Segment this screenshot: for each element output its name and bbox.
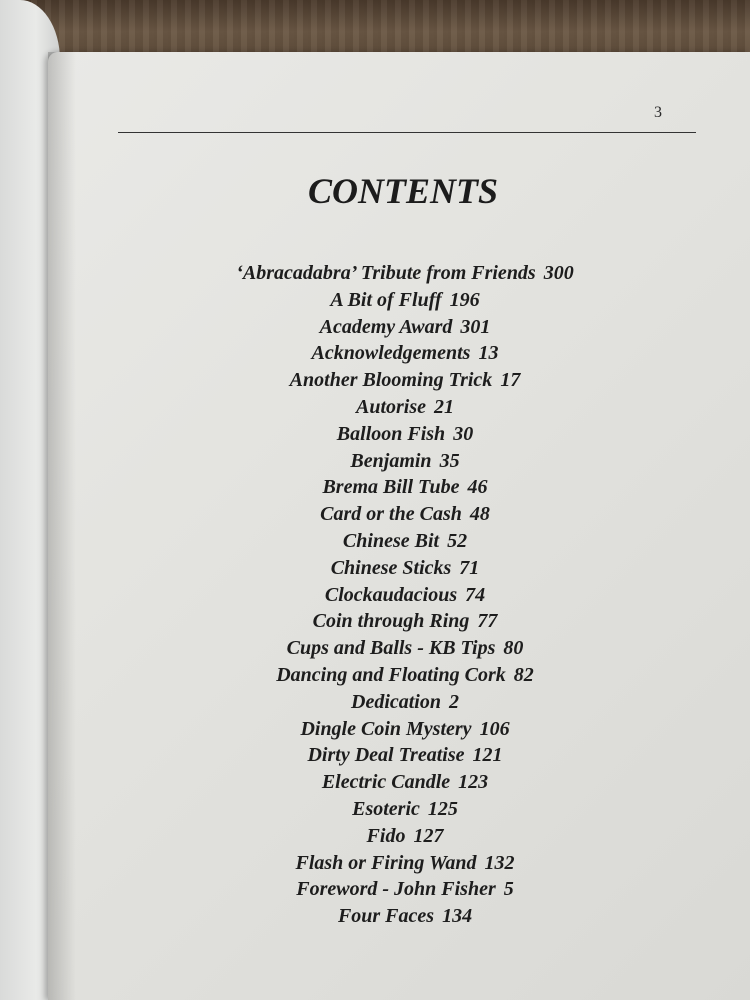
toc-entry-title: Chinese Bit [342, 529, 440, 552]
toc-entry-page: 134 [442, 905, 473, 928]
toc-entry-page: 30 [453, 422, 474, 445]
toc-entry [150, 287, 660, 314]
toc-entry-title: Dancing and Floating Cork [276, 663, 506, 686]
toc-entry-page: 21 [434, 395, 455, 418]
toc-entry-page: 121 [472, 744, 503, 767]
toc-entry-title: Benjamin [350, 449, 432, 472]
toc-entry [150, 608, 660, 635]
toc-entry-page: 77 [477, 610, 498, 633]
toc-entry-title: Foreword - John Fisher [296, 878, 496, 901]
toc-entry [150, 448, 660, 475]
toc-entry-page: 2 [449, 690, 459, 713]
toc-entry [150, 903, 660, 930]
toc-entry [150, 716, 660, 743]
toc-entry [150, 582, 660, 609]
toc-entry-title: Fido [366, 824, 406, 847]
contents-list [150, 260, 660, 930]
toc-entry [150, 394, 660, 421]
toc-entry-title: Dirty Deal Treatise [307, 744, 465, 767]
header-rule [118, 132, 696, 133]
toc-entry-page: 71 [459, 556, 480, 579]
toc-entry-title: Balloon Fish [336, 422, 446, 445]
toc-entry [150, 796, 660, 823]
toc-entry-page: 35 [439, 449, 460, 472]
toc-entry-title: Card or the Cash [320, 503, 462, 526]
toc-entry-title: Electric Candle [321, 771, 451, 794]
toc-entry-title: Another Blooming Trick [289, 369, 493, 392]
toc-entry [150, 501, 660, 528]
toc-entry-title: Esoteric [352, 797, 420, 820]
toc-entry [150, 314, 660, 341]
toc-entry [150, 340, 660, 367]
toc-entry [150, 528, 660, 555]
toc-entry-page: 300 [543, 262, 574, 284]
toc-entry-page: 80 [503, 637, 524, 660]
toc-entry-page: 127 [413, 824, 444, 847]
toc-entry-title: Coin through Ring [312, 610, 470, 633]
toc-entry-page: 106 [479, 717, 510, 740]
toc-entry-page: 301 [460, 315, 491, 338]
toc-entry-title: ‘Abracadabra’ Tribute from Friends [236, 262, 536, 284]
toc-entry-title: Dingle Coin Mystery [300, 717, 472, 740]
toc-entry [150, 876, 660, 903]
toc-entry-title: Dedication [351, 690, 441, 713]
toc-entry [150, 689, 660, 716]
toc-entry-title: Chinese Sticks [330, 556, 452, 579]
toc-entry-page: 48 [469, 503, 490, 526]
toc-entry-page: 46 [467, 476, 488, 499]
toc-entry-title: Clockaudacious [324, 583, 458, 606]
toc-entry-page: 13 [478, 342, 499, 365]
toc-entry [150, 260, 660, 287]
toc-entry-page: 17 [500, 369, 521, 392]
toc-entry [150, 742, 660, 769]
toc-entry [150, 823, 660, 850]
toc-entry-page: 82 [513, 663, 534, 686]
page-title: CONTENTS [307, 171, 499, 211]
toc-entry [150, 555, 660, 582]
toc-entry-page: 52 [447, 529, 468, 552]
toc-entry-page: 132 [484, 851, 515, 874]
toc-entry [150, 635, 660, 662]
toc-entry-title: Acknowledgements [311, 342, 471, 365]
toc-entry-page: 74 [465, 583, 486, 606]
toc-entry-title: A Bit of Fluff [330, 288, 442, 311]
toc-entry [150, 769, 660, 796]
toc-entry-title: Autorise [355, 395, 427, 418]
page-number: 3 [654, 104, 662, 121]
toc-entry [150, 421, 660, 448]
toc-entry-title: Cups and Balls - KB Tips [286, 637, 496, 660]
toc-entry [150, 850, 660, 877]
toc-entry-title: Academy Award [319, 315, 453, 338]
toc-entry [150, 367, 660, 394]
toc-entry-page: 5 [503, 878, 514, 901]
toc-entry-page: 125 [427, 797, 458, 820]
toc-entry-title: Flash or Firing Wand [295, 851, 477, 874]
toc-entry-page: 123 [458, 771, 489, 794]
toc-entry-title: Brema Bill Tube [322, 476, 460, 499]
toc-entry-page: 196 [449, 288, 480, 311]
toc-entry-title: Four Faces [337, 905, 435, 928]
toc-entry [150, 474, 660, 501]
toc-entry [150, 662, 660, 689]
